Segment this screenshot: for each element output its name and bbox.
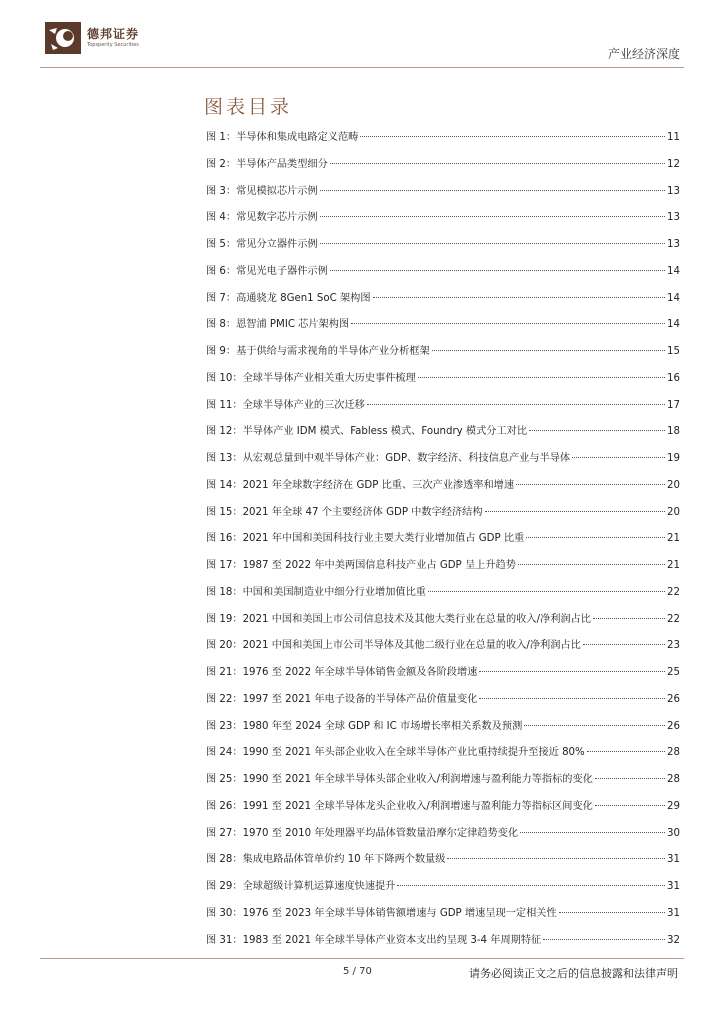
toc-entry-page: 29: [667, 800, 680, 812]
toc-entry[interactable]: [206, 553, 680, 580]
toc-leader-dots: [595, 805, 665, 806]
toc-entry-page: 28: [667, 747, 680, 759]
toc-entry-page: 13: [667, 212, 680, 224]
toc-leader-dots: [320, 190, 665, 191]
toc-entry-title: 图 8：恩智浦 PMIC 芯片架构图: [206, 319, 350, 331]
toc-entry-title: 图 20：2021 中国和美国上市公司半导体及其他二级行业在总量的收入/净利润占比: [206, 640, 581, 652]
toc-leader-dots: [320, 243, 665, 244]
toc-entry[interactable]: [206, 339, 680, 366]
footer-divider: [40, 958, 684, 959]
toc-entry-page: 21: [667, 560, 680, 571]
toc-entry-title: 图 13：从宏观总量到中观半导体产业：GDP、数字经济、科技信息产业与半导体: [206, 453, 571, 464]
toc-leader-dots: [447, 858, 665, 859]
toc-leader-dots: [595, 778, 665, 779]
toc-entry[interactable]: [206, 633, 680, 660]
toc-entry-page: 17: [667, 399, 680, 411]
toc-entry-title: 图 29：全球超级计算机运算速度快速提升: [206, 881, 396, 892]
toc-entry[interactable]: [206, 714, 680, 741]
toc-entry[interactable]: [206, 473, 680, 500]
toc-leader-dots: [529, 430, 665, 431]
toc-entry[interactable]: [206, 847, 680, 874]
toc-entry[interactable]: [206, 125, 680, 152]
toc-entry[interactable]: [206, 607, 680, 634]
toc-leader-dots: [373, 297, 666, 298]
toc-entry[interactable]: [206, 366, 680, 393]
toc-entry-title: 图 9：基于供给与需求视角的半导体产业分析框架: [206, 346, 430, 357]
toc-entry[interactable]: [206, 794, 680, 821]
toc-leader-dots: [520, 832, 665, 833]
toc-entry-page: 23: [667, 640, 680, 652]
toc-entry-title: 图 22：1997 至 2021 年电子设备的半导体产品价值量变化: [206, 693, 478, 705]
toc-entry[interactable]: [206, 446, 680, 473]
toc-leader-dots: [351, 323, 665, 324]
toc-leader-dots: [559, 912, 665, 913]
toc-entry[interactable]: [206, 152, 680, 179]
toc-entry-page: 14: [667, 319, 680, 331]
toc-entry-page: 13: [667, 239, 680, 250]
toc-entry[interactable]: [206, 740, 680, 767]
toc-entry[interactable]: [206, 312, 680, 339]
toc-entry-title: 图 17：1987 至 2022 年中美两国信息科技产业占 GDP 呈上升趋势: [206, 560, 516, 571]
toc-leader-dots: [485, 511, 665, 512]
toc-entry[interactable]: [206, 767, 680, 794]
toc-entry-page: 19: [667, 453, 680, 464]
toc-leader-dots: [320, 216, 665, 217]
toc-entry[interactable]: [206, 179, 680, 206]
page-indicator: 5 / 70: [343, 966, 372, 977]
toc-entry[interactable]: [206, 500, 680, 527]
brand-name-cn: 德邦证券: [87, 27, 140, 41]
section-title: 图表目录: [204, 96, 293, 118]
toc-entry-title: 图 4：常见数字芯片示例: [206, 212, 318, 224]
report-type: 产业经济深度: [607, 47, 680, 61]
toc-entry-page: 14: [667, 292, 680, 304]
toc-entry[interactable]: [206, 526, 680, 553]
toc-entry[interactable]: [206, 393, 680, 420]
toc-entry-page: 20: [667, 479, 680, 491]
toc-entry[interactable]: [206, 205, 680, 232]
toc-entry-page: 30: [667, 827, 680, 839]
toc-entry-title: 图 31：1983 至 2021 年全球半导体产业资本支出约呈现 3-4 年周期特征: [206, 934, 542, 946]
toc-entry-page: 13: [667, 185, 680, 197]
toc-entry-page: 12: [667, 158, 680, 170]
toc-entry-title: 图 30：1976 至 2023 年全球半导体销售额增速与 GDP 增速呈现一定相关性: [206, 907, 557, 919]
toc-entry-title: 图 15：2021 年全球 47 个主要经济体 GDP 中数字经济结构: [206, 506, 483, 518]
legal-disclaimer: 请务必阅读正文之后的信息披露和法律声明: [469, 967, 678, 980]
toc-entry-title: 图 21：1976 至 2022 年全球半导体销售金额及各阶段增速: [206, 667, 478, 678]
toc-entry[interactable]: [206, 821, 680, 848]
toc-entry-page: 28: [667, 774, 680, 785]
toc-entry-page: 26: [667, 720, 680, 732]
toc-entry-title: 图 6：常见光电子器件示例: [206, 265, 328, 277]
brand-name-en: Topsperity Securities: [87, 42, 139, 48]
toc-entry-page: 20: [667, 506, 680, 518]
toc-leader-dots: [572, 457, 665, 458]
brand-logo: [45, 22, 139, 54]
toc-leader-dots: [479, 698, 665, 699]
toc-leader-dots: [360, 136, 665, 137]
toc-leader-dots: [432, 350, 665, 351]
toc-entry-title: 图 3：常见模拟芯片示例: [206, 185, 318, 197]
toc-entry[interactable]: [206, 286, 680, 313]
toc-entry-page: 16: [667, 372, 680, 384]
toc-entry-page: 11: [667, 132, 680, 143]
toc-leader-dots: [583, 644, 665, 645]
toc-entry-title: 图 26：1991 至 2021 全球半导体龙头企业收入/利润增速与盈利能力等指标区间变化: [206, 800, 593, 812]
toc-entry-page: 31: [667, 881, 680, 892]
toc-leader-dots: [479, 671, 665, 672]
toc-entry[interactable]: [206, 232, 680, 259]
toc-entry-page: 31: [667, 907, 680, 919]
toc-entry-title: 图 10：全球半导体产业相关重大历史事件梳理: [206, 372, 416, 384]
toc-entry-page: 22: [667, 586, 680, 598]
toc-leader-dots: [330, 163, 665, 164]
toc-leader-dots: [418, 377, 665, 378]
toc-entry-title: 图 1：半导体和集成电路定义范畴: [206, 132, 359, 143]
toc-entry[interactable]: [206, 580, 680, 607]
toc-entry-page: 31: [667, 854, 680, 866]
toc-leader-dots: [593, 618, 665, 619]
toc-entry[interactable]: [206, 259, 680, 286]
toc-entry-title: 图 28：集成电路晶体管单价约 10 年下降两个数量级: [206, 854, 446, 866]
toc-leader-dots: [543, 939, 665, 940]
toc-entry[interactable]: [206, 660, 680, 687]
toc-leader-dots: [367, 404, 665, 405]
toc-leader-dots: [518, 564, 665, 565]
toc-entry[interactable]: [206, 419, 680, 446]
toc-entry-title: 图 18：中国和美国制造业中细分行业增加值比重: [206, 586, 426, 598]
toc-entry-title: 图 19：2021 中国和美国上市公司信息技术及其他大类行业在总量的收入/净利润占比: [206, 613, 591, 625]
toc-entry-title: 图 23：1980 年至 2024 全球 GDP 和 IC 市场增长率相关系数及预测: [206, 720, 523, 732]
toc-entry-page: 25: [667, 667, 680, 678]
toc-entry-title: 图 27：1970 至 2010 年处理器平均晶体管数量沿摩尔定律趋势变化: [206, 827, 519, 839]
toc-entry-title: 图 2：半导体产品类型细分: [206, 158, 328, 170]
toc-entry[interactable]: [206, 687, 680, 714]
toc-entry[interactable]: [206, 901, 680, 928]
toc-leader-dots: [330, 270, 665, 271]
toc-entry[interactable]: [206, 874, 680, 901]
toc-leader-dots: [524, 725, 665, 726]
toc-entry-title: 图 24：1990 至 2021 年头部企业收入在全球半导体产业比重持续提升至接近 80%: [206, 747, 585, 759]
toc-leader-dots: [526, 537, 665, 538]
toc-entry-title: 图 14：2021 年全球数字经济在 GDP 比重、三次产业渗透率和增速: [206, 479, 515, 491]
toc-entry-page: 32: [667, 934, 680, 946]
toc-entry-page: 18: [667, 426, 680, 438]
toc-entry-title: 图 16：2021 年中国和美国科技行业主要大类行业增加值占 GDP 比重: [206, 533, 525, 545]
header-divider: [40, 67, 684, 68]
toc-entry-title: 图 7：高通骁龙 8Gen1 SoC 架构图: [206, 292, 371, 304]
toc-entry-title: 图 11：全球半导体产业的三次迁移: [206, 399, 365, 411]
toc-entry-title: 图 12：半导体产业 IDM 模式、Fabless 模式、Foundry 模式分工对比: [206, 426, 528, 438]
toc-leader-dots: [397, 885, 665, 886]
toc-entry-page: 26: [667, 693, 680, 705]
figure-list: [206, 125, 680, 954]
toc-entry-page: 22: [667, 613, 680, 625]
toc-entry-title: 图 5：常见分立器件示例: [206, 239, 318, 250]
toc-leader-dots: [428, 591, 665, 592]
toc-entry-page: 15: [667, 346, 680, 357]
toc-leader-dots: [516, 484, 665, 485]
brand-logo-icon: [45, 22, 81, 54]
toc-entry-page: 21: [667, 533, 680, 545]
toc-entry-title: 图 25：1990 至 2021 年全球半导体头部企业收入/利润增速与盈利能力等指标的变化: [206, 774, 593, 785]
toc-entry-page: 14: [667, 265, 680, 277]
toc-leader-dots: [587, 751, 665, 752]
toc-entry[interactable]: [206, 928, 680, 955]
